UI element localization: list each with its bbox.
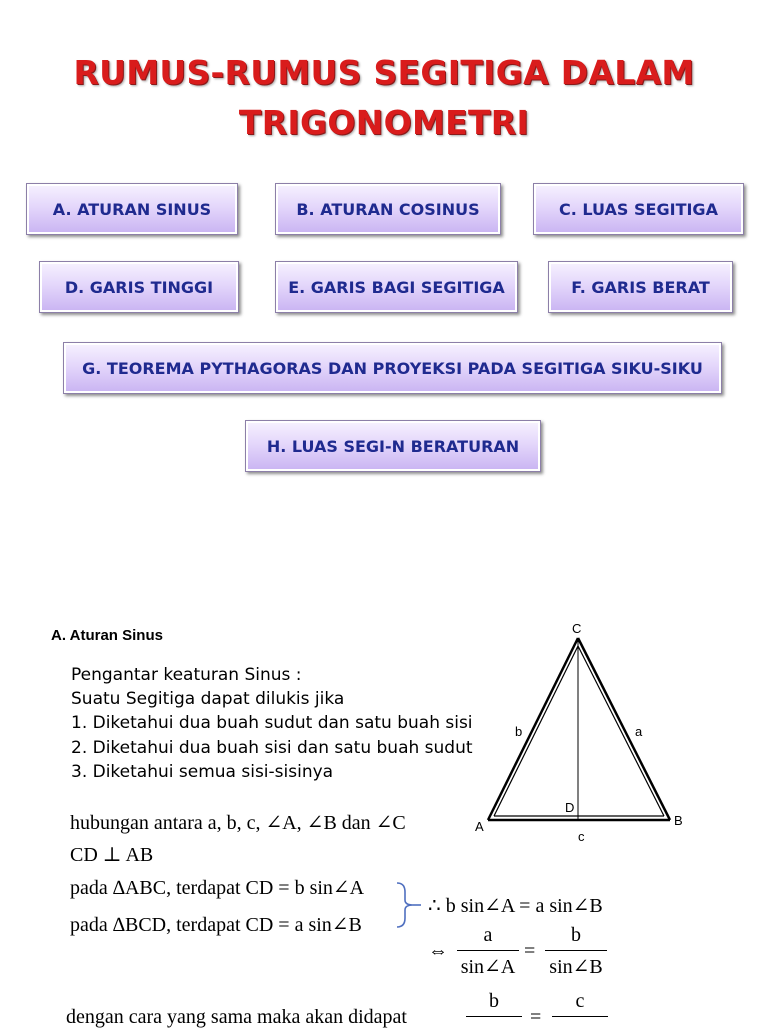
similar-method-text: dengan cara yang sama maka akan didapat [66,1006,407,1028]
equation-bcd: pada ∆BCD, terdapat CD = a sin∠B [70,914,362,936]
fraction-numerator: a [483,924,493,946]
page-title-line2: TRIGONOMETRI [238,103,530,142]
equation-abc: pada ∆ABC, terdapat CD = b sin∠A [70,877,365,899]
side-a-label: a [635,724,643,739]
vertex-a-label: A [475,819,484,834]
fraction-b-over-sin-b [545,924,607,979]
side-c-label: c [578,829,585,844]
intro-line-1: Pengantar keaturan Sinus : [71,665,302,685]
vertex-c-label: C [572,621,582,636]
foot-d-label: D [565,800,575,815]
section-heading: A. Aturan Sinus [51,627,163,644]
fraction-numerator: c [575,990,585,1012]
fraction-c-partial [552,990,608,1017]
fraction-numerator: b [489,990,499,1012]
menu-button-garis-bagi-segitiga[interactable]: E. GARIS BAGI SEGITIGA [275,261,518,313]
menu-button-aturan-cosinus[interactable]: B. ATURAN COSINUS [275,183,501,235]
menu-button-teorema-pythagoras[interactable]: G. TEOREMA PYTHAGORAS DAN PROYEKSI PADA SEGITIGA SIKU-SIKU [63,342,722,394]
vertex-b-label: B [674,813,683,828]
fraction-numerator: b [571,924,581,946]
menu-button-garis-berat[interactable]: F. GARIS BERAT [548,261,733,313]
equals-sign-2: = [530,1006,542,1028]
brace-icon [395,880,425,930]
side-ac [488,638,578,820]
relation-text: hubungan antara a, b, c, ∠A, ∠B dan ∠C [70,812,406,834]
intro-line-5: 3. Diketahui semua sisi-sisinya [71,762,334,782]
page-title-line1: RUMUS-RUMUS SEGITIGA DALAM [73,53,695,92]
menu-button-garis-tinggi[interactable]: D. GARIS TINGGI [39,261,239,313]
fraction-denominator: sin∠A [460,956,516,978]
fraction-b-partial [466,990,522,1017]
intro-line-2: Suatu Segitiga dapat dilukis jika [71,689,345,709]
equals-sign: = [524,940,536,962]
menu-button-luas-segi-n[interactable]: H. LUAS SEGI-N BERATURAN [245,420,541,472]
iff-symbol: ⇔ [428,940,448,962]
menu-button-aturan-sinus[interactable]: A. ATURAN SINUS [26,183,238,235]
perpendicular-text: CD ⊥ AB [70,844,154,866]
conclusion-text: ∴ b sin∠A = a sin∠B [428,895,603,917]
intro-line-3: 1. Diketahui dua buah sudut dan satu buah sisi [71,713,473,733]
menu-button-luas-segitiga[interactable]: C. LUAS SEGITIGA [533,183,744,235]
fraction-denominator: sin∠B [549,956,603,978]
side-b-label: b [515,724,523,739]
intro-line-4: 2. Diketahui dua buah sisi dan satu buah sudut [71,738,473,758]
fraction-a-over-sin-a [457,924,519,979]
side-bc [578,638,670,820]
